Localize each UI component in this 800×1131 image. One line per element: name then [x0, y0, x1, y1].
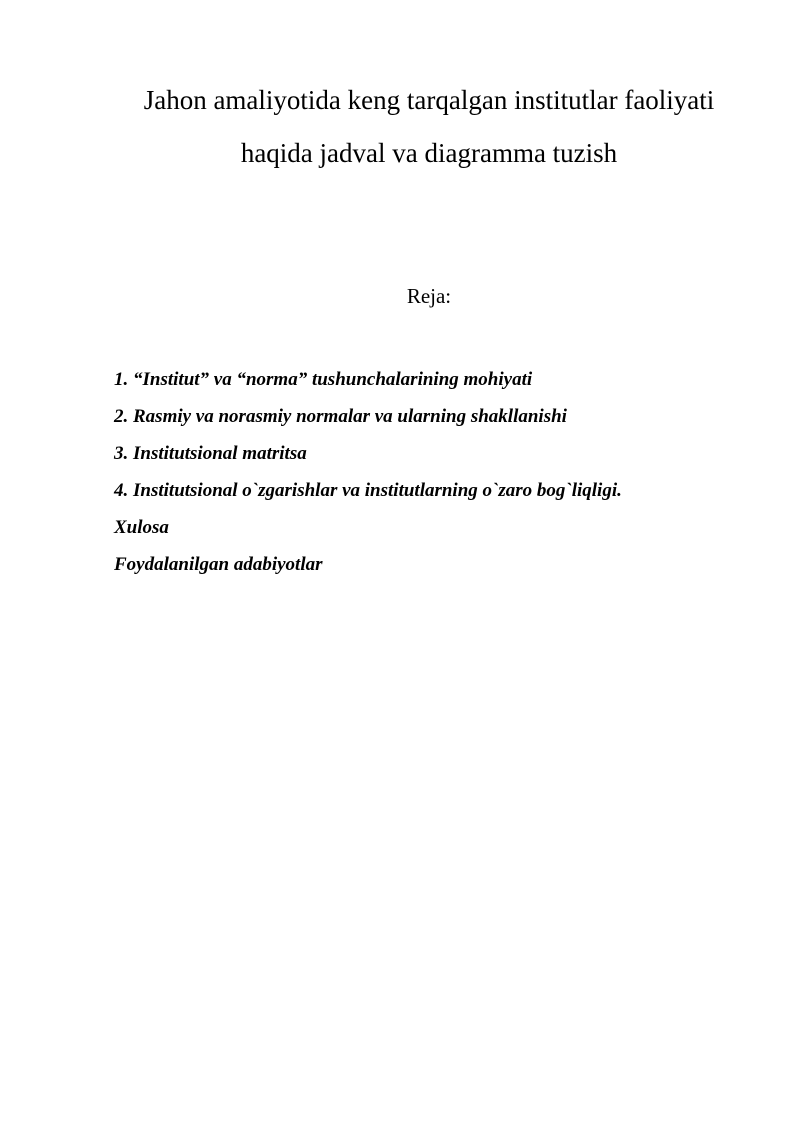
plan-item-conclusion: Xulosa — [114, 517, 169, 538]
plan-item-references: Foydalanilgan adabiyotlar — [114, 554, 323, 575]
document-title-line-2: haqida jadval va diagramma tuzish — [240, 138, 618, 168]
plan-item-2: 2. Rasmiy va norasmiy normalar va ularning shakllanishi — [114, 406, 567, 427]
plan-list — [114, 361, 754, 583]
document-title — [90, 74, 768, 180]
plan-item-1: 1. “Institut” va “norma” tushunchalarining mohiyati — [114, 369, 533, 390]
plan-item-4: 4. Institutsional o`zgarishlar va institutlarning o`zaro bog`liqligi. — [114, 480, 622, 501]
plan-heading: Reja: — [406, 284, 452, 308]
plan-item-3: 3. Institutsional matritsa — [114, 443, 307, 464]
document-title-line-1: Jahon amaliyotida keng tarqalgan institutlar faoliyati — [143, 85, 715, 115]
